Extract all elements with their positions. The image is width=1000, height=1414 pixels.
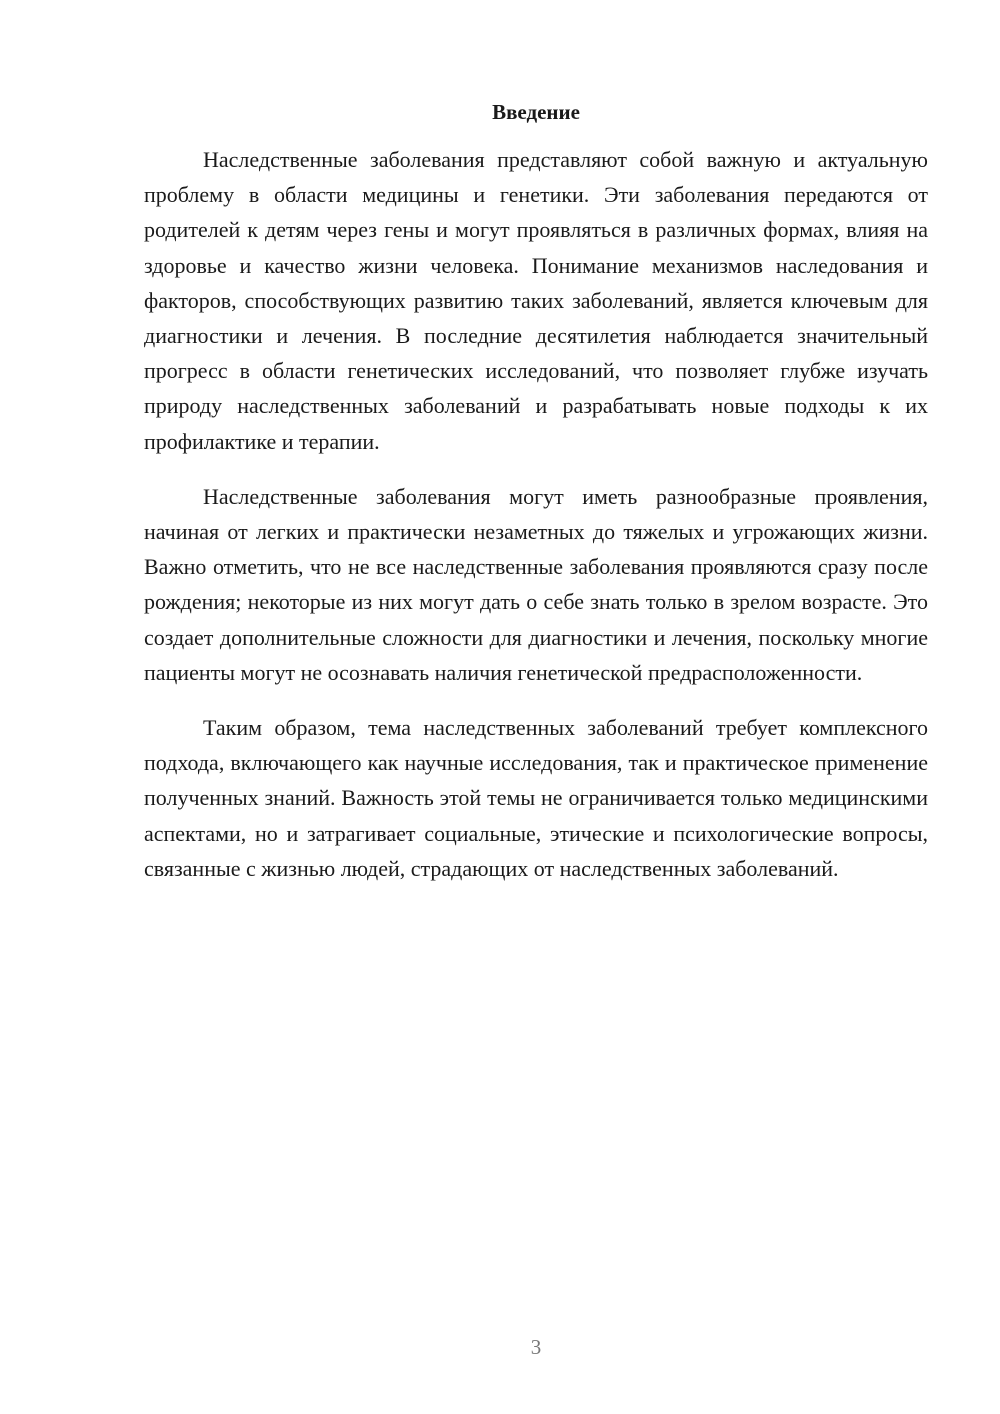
body-text (144, 142, 928, 886)
paragraph-1: Наследственные заболевания представляют собой важную и актуальную проблему в области медицины и генетики. Эти заболевания передаются от родителей к детям через гены и могут проявляться в различных формах, влияя на здоровье и качество жизни человека. Понимание механизмов наследования и факторов, способствующих развитию таких заболеваний, является ключевым для диагностики и лечения. В последние десятилетия наблюдается значительный прогресс в области генетических исследований, что позволяет глубже изучать природу наследственных заболеваний и разрабатывать новые подходы к их профилактике и терапии. (144, 147, 928, 454)
paragraph-3: Таким образом, тема наследственных заболеваний требует комплексного подхода, включающего как научные исследования, так и практическое применение полученных знаний. Важность этой темы не ограничивается только медицинскими аспектами, но и затрагивает социальные, этические и психологические вопросы, связанные с жизнью людей, страдающих от наследственных заболеваний. (144, 715, 928, 881)
section-title: Введение (492, 100, 580, 124)
paragraph-2: Наследственные заболевания могут иметь разнообразные проявления, начиная от легких и практически незаметных до тяжелых и угрожающих жизни. Важно отметить, что не все наследственные заболевания проявляются сразу после рождения; некоторые из них могут дать о себе знать только в зрелом возрасте. Это создает дополнительные сложности для диагностики и лечения, поскольку многие пациенты могут не осознавать наличия генетической предрасположенности. (144, 483, 928, 685)
page-number: 3 (530, 1335, 542, 1359)
